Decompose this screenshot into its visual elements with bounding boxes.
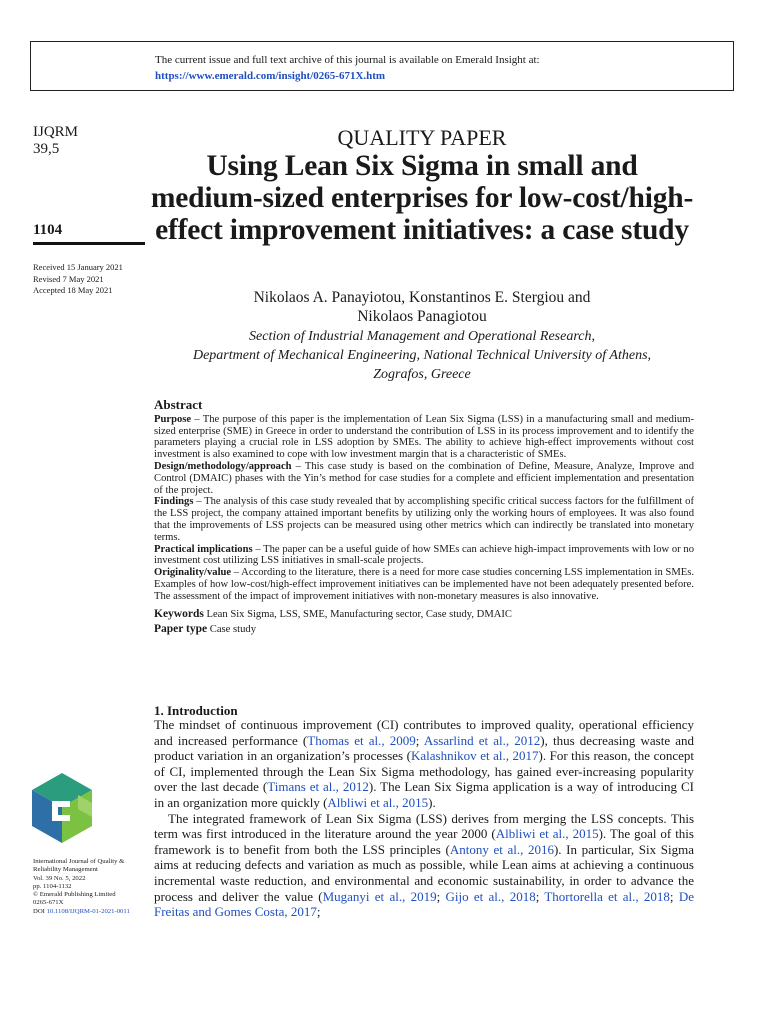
citation-link[interactable]: Assarlind et al., 2012 xyxy=(423,732,541,748)
journal-banner xyxy=(30,41,734,91)
originality-text: – According to the literature, there is a need for more case studies concerning LSS implementation in SMEs. Examples of how low-cost/high-effect improvement initiatives can be implemented have not been adequately presented before. The assessment of the impact of improvement initiatives with non-monetary measures is also innovative. xyxy=(154,567,694,602)
paper-type-text: Case study xyxy=(207,623,256,635)
findings-label: Findings xyxy=(154,496,194,508)
body-text-segment: ; xyxy=(535,888,545,904)
body-text-segment: ; xyxy=(669,888,679,904)
meta-journal-name: International Journal of Quality & Reliability Management xyxy=(33,858,125,874)
body-text-segment: ). For this reason, the concept of CI, implemented through the Lean Six Sigma methodology, has gained ever-increasing popularity over the last decade ( xyxy=(154,748,694,795)
journal-abbreviation: IJQRM xyxy=(33,124,79,140)
introduction-heading: 1. Introduction xyxy=(154,703,238,718)
page-number-rule xyxy=(33,242,145,245)
paper-type-heading: QUALITY PAPER xyxy=(337,125,507,150)
body-text-segment: ). The Lean Six Sigma application is a way of introducing CI in an organization more quickly ( xyxy=(154,779,694,810)
article-dates xyxy=(33,262,123,297)
abstract-section xyxy=(154,399,694,637)
journal-url-link[interactable]: https://www.emerald.com/insight/0265-671X.htm xyxy=(155,70,386,82)
received-date: Received 15 January 2021 xyxy=(33,262,123,272)
purpose-text: – The purpose of this paper is the implementation of Lean Six Sigma (LSS) in a manufacturing small and medium-sized enterprise (SME) in Greece in order to understand the contribution of LSS in its process improvement and to identify the parameters playing a crucial role in LSS adoption by SMEs. The ability to achieve high-effect improvements without cost investment is also examined to cope with low investment margin that is a characteristic of SMEs. xyxy=(154,413,694,461)
meta-copyright: © Emerald Publishing Limited xyxy=(33,891,116,899)
keywords-line xyxy=(154,607,694,622)
banner-text: The current issue and full text archive of this journal is available on Emerald Insight at: xyxy=(155,54,540,66)
paper-title: Using Lean Six Sigma in small and medium-sized enterprises for low-cost/high-effect improvement initiatives: a case study xyxy=(150,150,694,246)
paper-type-label: Paper type xyxy=(154,622,208,635)
citation-link[interactable]: De Freitas and Gomes Costa, 2017 xyxy=(154,888,694,920)
body-text-segment: The integrated framework of Lean Six Sigma (LSS) derives from merging the LSS concepts. This term was first introduced in the literature around the year 2000 ( xyxy=(154,810,694,842)
body-text-segment: ), thus decreasing waste and product variation in an organization’s processes ( xyxy=(154,732,695,764)
crossmark-logo-icon xyxy=(30,773,94,845)
abstract-design xyxy=(154,461,694,496)
keywords-text: Lean Six Sigma, LSS, SME, Manufacturing sector, Case study, DMAIC xyxy=(203,608,512,620)
journal-metadata xyxy=(33,858,145,916)
body-text-segment: ; xyxy=(316,904,321,920)
intro-paragraph-2 xyxy=(154,811,694,920)
citation-link[interactable]: Kalashnikov et al., 2017 xyxy=(410,748,539,764)
revised-date: Revised 7 May 2021 xyxy=(33,273,104,284)
affiliation xyxy=(150,327,694,384)
practical-text: – The paper can be a useful guide of how SMEs can achieve high-impact improvements with low or no investment cost utilizing LSS initiatives in small-scale projects. xyxy=(154,543,694,567)
affiliation-line-1: Section of Industrial Management and Operational Research, xyxy=(249,329,595,344)
design-text: – This case study is based on the combination of Define, Measure, Analyze, Improve and Control (DMAIC) phases with the Yin’s method for case studies for a complete and efficient implementation and presentation of the project. xyxy=(154,460,694,496)
originality-label: Originality/value xyxy=(154,567,232,579)
citation-link[interactable]: Thomas et al., 2009 xyxy=(307,732,416,748)
body-text-segment: ; xyxy=(415,732,424,748)
citation-link[interactable]: Albliwi et al., 2015 xyxy=(495,826,599,842)
abstract-originality xyxy=(154,567,694,602)
affiliation-line-2: Department of Mechanical Engineering, National Technical University of Athens, xyxy=(192,348,652,363)
citation-link[interactable]: Timans et al., 2012 xyxy=(267,779,369,795)
abstract-heading: Abstract xyxy=(154,397,203,412)
purpose-label: Purpose xyxy=(154,413,192,425)
body-text-segment: ). xyxy=(428,794,436,810)
doi-link[interactable]: 10.1108/IJQRM-01-2021-0011 xyxy=(46,907,130,915)
design-label: Design/methodology/approach xyxy=(154,460,292,472)
body-text-segment: ). In particular, Six Sigma aims at reducing defects and variation as much as possible, while Lean aims at achieving a continuous incremental waste reduction, and environmental and economic sustainability, in order to advance the process and deliver the value ( xyxy=(154,841,694,904)
journal-info xyxy=(33,124,78,158)
body-text-segment: The mindset of continuous improvement (CI) contributes to improved quality, operational efficiency and increased performance ( xyxy=(154,717,694,748)
citation-link[interactable]: Muganyi et al., 2019 xyxy=(322,888,437,904)
meta-pages: pp. 1104-1132 xyxy=(33,882,72,890)
citation-link[interactable]: Gijo et al., 2018 xyxy=(445,888,536,904)
intro-paragraph-1 xyxy=(154,717,694,811)
citation-link[interactable]: Albliwi et al., 2015 xyxy=(327,794,429,810)
citation-link[interactable]: Thortorella et al., 2018 xyxy=(544,888,670,904)
keywords-block xyxy=(154,607,694,637)
paper-type-line xyxy=(154,622,694,637)
findings-text: – The analysis of this case study revealed that by accomplishing specific critical success factors for the fulfillment of the LSS project, the company attained important benefits by utilizing only the working hours of employees. It was also found that the improvements of LSS projects can be measured using other metrics which can indirectly be translated into monetary terms. xyxy=(154,496,694,543)
meta-volume: Vol. 39 No. 5, 2022 xyxy=(33,874,86,882)
keywords-label: Keywords xyxy=(154,607,204,620)
abstract-purpose xyxy=(154,414,694,461)
citation-link[interactable]: Antony et al., 2016 xyxy=(449,841,554,857)
body-text-segment: ; xyxy=(436,888,446,904)
accepted-date: Accepted 18 May 2021 xyxy=(33,285,113,295)
body-text-segment: ). The goal of this framework is to benefit from both the LSS principles ( xyxy=(154,826,694,857)
meta-issn: 0265-671X xyxy=(33,899,64,907)
abstract-findings xyxy=(154,496,694,543)
authors xyxy=(150,288,694,326)
volume-issue: 39,5 xyxy=(33,141,60,157)
introduction-body xyxy=(154,717,694,920)
page-number: 1104 xyxy=(33,222,63,238)
authors-line-2: Nikolaos Panagiotou xyxy=(357,308,487,325)
affiliation-line-3: Zografos, Greece xyxy=(373,367,471,382)
meta-doi-line xyxy=(33,908,145,916)
authors-line-1: Nikolaos A. Panayiotou, Konstantinos E. Stergiou and xyxy=(253,289,591,306)
meta-doi-label: DOI xyxy=(33,907,45,915)
practical-label: Practical implications xyxy=(154,543,253,555)
abstract-practical xyxy=(154,544,694,568)
